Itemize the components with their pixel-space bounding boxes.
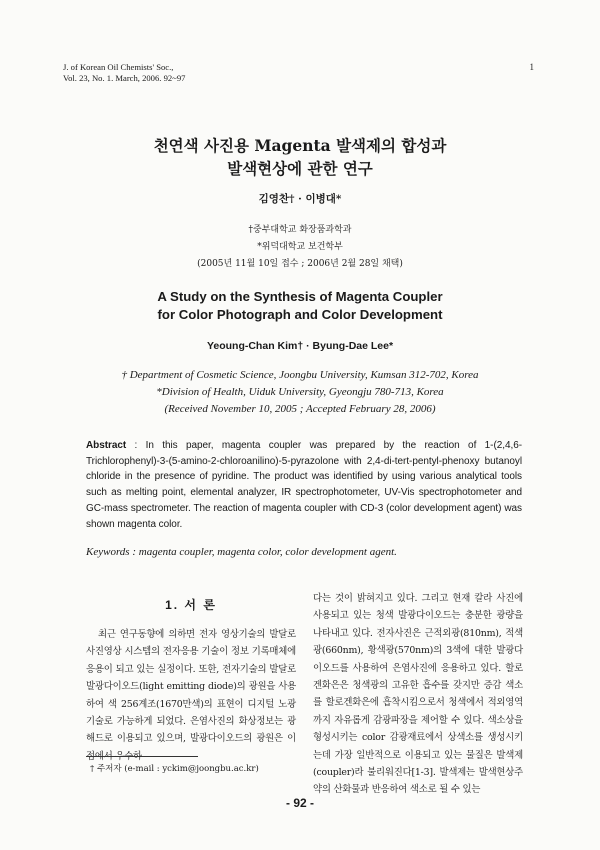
english-authors: Yeoung-Chan Kim† · Byung-Dae Lee* — [206, 340, 394, 352]
journal-citation — [63, 62, 185, 83]
footnote-divider — [86, 756, 198, 757]
korean-received-date: (2005년 11월 10일 접수 ; 2006년 2월 28일 채택) — [197, 259, 403, 269]
abstract — [86, 438, 522, 532]
english-title-line-2: for Color Photograph and Color Development — [157, 307, 443, 322]
english-title-line-1: A Study on the Synthesis of Magenta Coupler — [157, 289, 443, 304]
footnote-corresponding-author: † 주저자 (e-mail : yckim@joongbu.ac.kr) — [90, 764, 259, 774]
abstract-text: In this paper, magenta coupler was prepared by the reaction of 1-(2,4,6-Trichlorophenyl)-3-(5-amino-2-chloroanilino)-5-pyrazolone with 2,4-di-tert-pentyl-phenoxy butanoyl chloride in the presence of pyridine. The product was identified by using various analytical tools such as melting point, elemental analyzer, IR spectrophotometer, UV-Vis spectrophotometer and GC-mass spectrometer. The reaction of magenta coupler with CD-3 (color development agent) was shown magenta color. — [86, 440, 522, 530]
section-heading-introduction: 1. 서 론 — [165, 598, 217, 612]
korean-affiliation-1: †중부대학교 화장품과학과 — [248, 225, 352, 235]
korean-title-line-2: 발색현상에 관한 연구 — [227, 159, 373, 178]
page-number-footer: - 92 - — [285, 796, 314, 810]
abstract-separator: : — [126, 440, 146, 451]
korean-affiliation-2: *위덕대학교 보건학부 — [257, 242, 343, 252]
korean-title-line-1: 천연색 사진용 Magenta 발색제의 합성과 — [153, 136, 447, 155]
abstract-label: Abstract — [86, 440, 127, 451]
english-received-date: (Received November 10, 2005 ; Accepted February 28, 2006) — [164, 403, 436, 415]
keywords: Keywords : magenta coupler, magenta color, color development agent. — [86, 546, 397, 558]
english-affiliation-1: † Department of Cosmetic Science, Joongbu University, Kumsan 312-702, Korea — [121, 369, 479, 381]
page-number-top: 1 — [529, 62, 534, 72]
journal-line-2: Vol. 23, No. 1. March, 2006. 92~97 — [63, 72, 186, 83]
body-right-column: 다는 것이 밝혀지고 있다. 그리고 현재 칼라 사진에 사용되고 있는 청색 발광다이오드는 충분한 광량을 나타내고 있다. 전자사진은 근적외광(810nm), 적색광(660nm), 황색광(570nm)의 3색에 대한 발광다이오드를 사용하여 은염사진에 응용하고 있다. 할로겐화은은 청색광의 고유한 흡수를 갖지만 증감 색소를 할로겐화은에 흡착시킴으로서 청색에서 적외영역까지 자유롭게 감광파장을 제어할 수 있다. 색소상을 형성시키는 color 감광재료에서 상색소를 생성시키는데 가장 일반적으로 이용되고 있는 물질은 발색제(coupler)라 불리워진다[1-3]. 발색제는 발색현상주약의 산화물과 반응하여 색소로 될 수 있는 — [313, 593, 523, 796]
journal-line-1: J. of Korean Oil Chemists' Soc., — [63, 62, 174, 72]
body-left-column: 최근 연구동향에 의하면 전자 영상기술의 발달로 사진영상 시스템의 전자응용 기술이 정보 기록매체에 응용이 되고 있는 실정이다. 또한, 전자기술의 발달로 발광다이오드(light emitting diode)의 광원을 사용하여 색 256계조(1670만색)의 표현이 디지털 노광기술로 가능하게 되었다. 은염사진의 화상정보는 광 해드로 이용되고 있으며, 발광다이오드의 광원은 이 점에서 우수하 — [86, 629, 296, 762]
korean-authors: 김영찬† · 이병대* — [258, 193, 342, 205]
english-affiliation-2: *Division of Health, Uiduk University, Gyeongju 780-713, Korea — [156, 386, 444, 398]
